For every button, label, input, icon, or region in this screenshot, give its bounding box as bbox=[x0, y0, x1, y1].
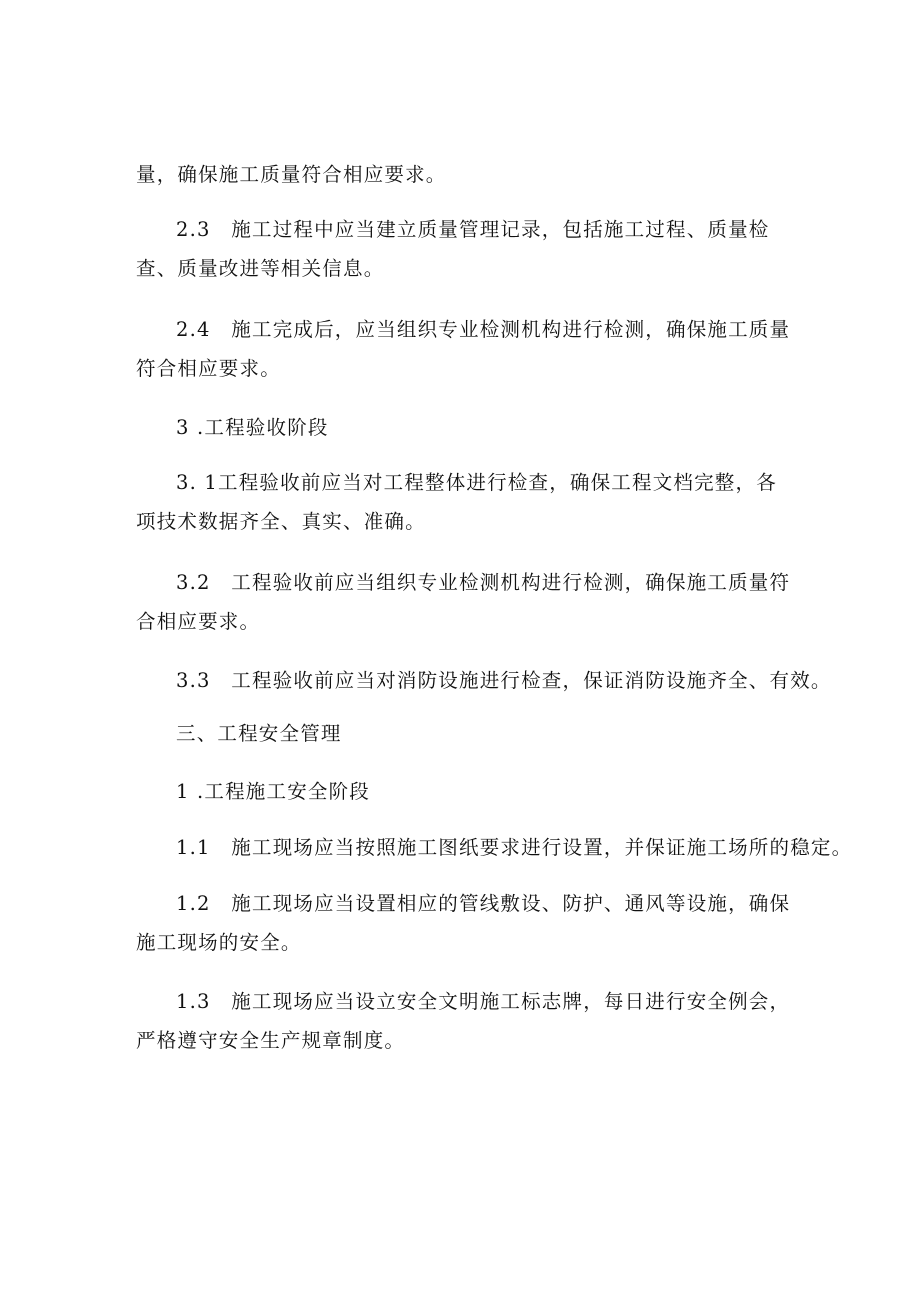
paragraph-3-2: 3.2 工程验收前应当组织专业检测机构进行检测，确保施工质量符合相应要求。 bbox=[136, 571, 791, 633]
paragraph-2-4: 2.4 施工完成后，应当组织专业检测机构进行检测，确保施工质量符合相应要求。 bbox=[136, 318, 791, 380]
chapter-heading-safety: 三、工程安全管理 bbox=[176, 722, 342, 745]
paragraph-3-3: 3.3 工程验收前应当对消防设施进行检查，保证消防设施齐全、有效。 bbox=[176, 669, 832, 692]
section-heading-3: 3 .工程验收阶段 bbox=[176, 416, 329, 439]
section-heading-1: 1 .工程施工安全阶段 bbox=[176, 780, 371, 803]
paragraph-1-2: 1.2 施工现场应当设置相应的管线敷设、防护、通风等设施，确保施工现场的安全。 bbox=[136, 892, 791, 954]
paragraph-1-1: 1.1 施工现场应当按照施工图纸要求进行设置，并保证施工场所的稳定。 bbox=[176, 836, 853, 859]
paragraph-2-3: 2.3 施工过程中应当建立质量管理记录，包括施工过程、质量检查、质量改进等相关信息。 bbox=[136, 218, 770, 280]
paragraph-continuation: 量，确保施工质量符合相应要求。 bbox=[136, 163, 447, 186]
paragraph-1-3: 1.3 施工现场应当设立安全文明施工标志牌，每日进行安全例会，严格遵守安全生产规章制度。 bbox=[136, 990, 791, 1052]
paragraph-3-1: 3. 1工程验收前应当对工程整体进行检查，确保工程文档完整，各项技术数据齐全、真实、准确。 bbox=[136, 471, 777, 533]
